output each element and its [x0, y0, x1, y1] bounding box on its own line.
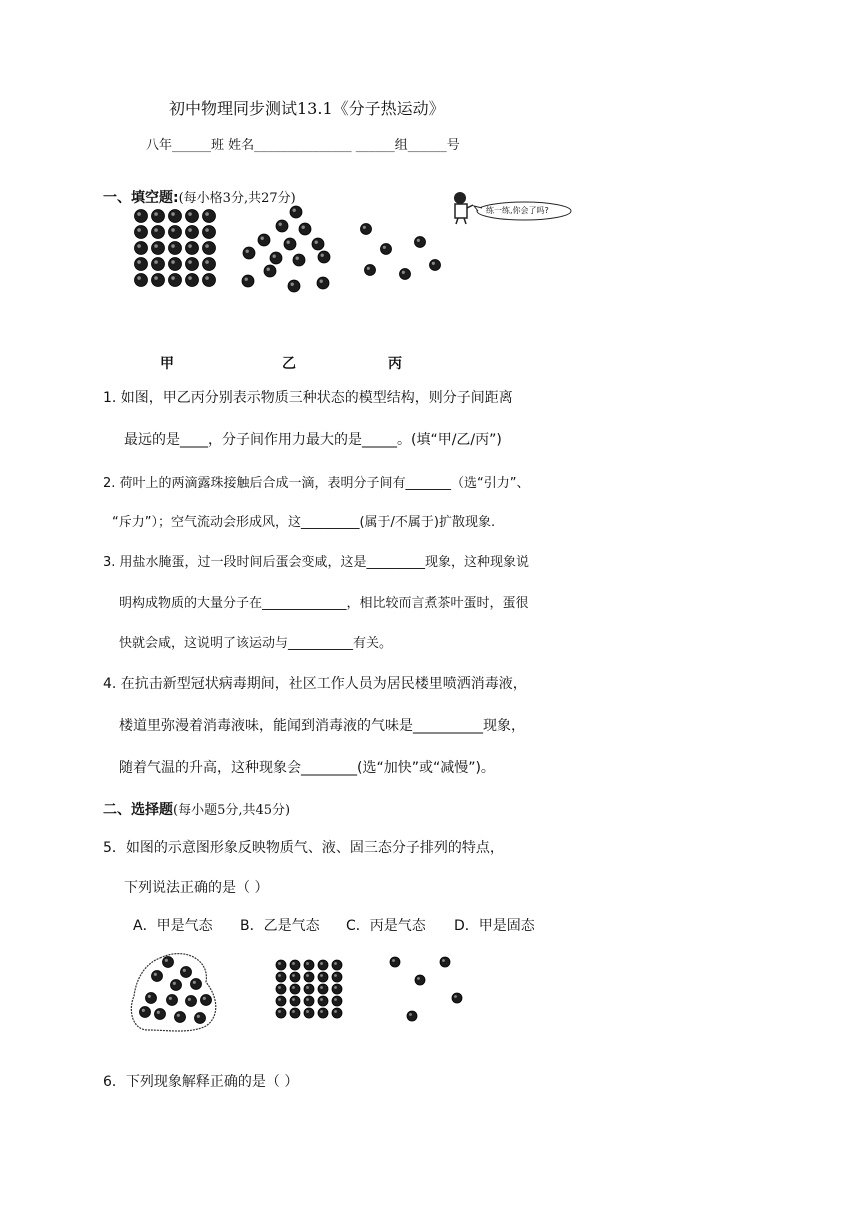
molecule: [390, 957, 400, 967]
molecule: [276, 984, 286, 994]
molecule: [318, 972, 328, 982]
molecule: [304, 996, 314, 1006]
section2-note: (每小题5分,共45分): [173, 803, 291, 818]
molecule: [318, 984, 328, 994]
molecule: [332, 996, 342, 1006]
molecule: [304, 972, 314, 982]
molecule: [440, 957, 450, 967]
question-2-line-2: “斥力”）；空气流动会形成风，这_________(属于/不属于)扩散现象.: [112, 515, 496, 530]
question-5-option-c: C．丙是气态: [346, 918, 426, 934]
question-3-line-1: 3. 用盐水腌蛋，过一段时间后蛋会变咸，这是_________现象，这种现象说: [103, 555, 530, 570]
section2-heading-text: 二、选择题: [103, 802, 173, 818]
molecule: [332, 960, 342, 970]
molecule: [276, 1008, 286, 1018]
label-bing: 丙: [388, 356, 402, 372]
molecule: [146, 993, 157, 1004]
molecule: [167, 995, 178, 1006]
molecule: [290, 984, 300, 994]
molecule: [276, 996, 286, 1006]
molecule: [290, 960, 300, 970]
molecule: [318, 996, 328, 1006]
question-4-line-2: 楼道里弥漫着消毒液味，能闻到消毒液的气味是__________现象，: [119, 718, 525, 734]
question-5-option-d: D．甲是固态: [454, 918, 535, 934]
molecule: [332, 1008, 342, 1018]
molecule: [290, 1008, 300, 1018]
molecule: [318, 960, 328, 970]
question-5-option-a: A．甲是气态: [133, 918, 213, 934]
molecule: [332, 972, 342, 982]
molecule: [332, 984, 342, 994]
molecule: [186, 996, 197, 1007]
molecule: [407, 1011, 417, 1021]
molecule: [191, 979, 202, 990]
question-5-option-b: B．乙是气态: [240, 918, 320, 934]
molecule: [152, 971, 163, 982]
label-jia: 甲: [160, 356, 174, 372]
molecule: [304, 984, 314, 994]
molecule: [290, 996, 300, 1006]
question-5-line-2: 下列说法正确的是（ ）: [124, 880, 269, 896]
section1-heading-text: 一、填空题:: [103, 190, 179, 206]
molecule: [290, 972, 300, 982]
molecule: [195, 1013, 206, 1024]
molecule: [201, 995, 212, 1006]
question-1-line-1: 1. 如图，甲乙丙分别表示物质三种状态的模型结构，则分子间距离: [103, 390, 513, 406]
label-yi: 乙: [282, 356, 296, 372]
question-6: 6．下列现象解释正确的是（ ）: [103, 1074, 299, 1090]
page-title: 初中物理同步测试13.1《分子热运动》: [169, 99, 445, 118]
molecule: [140, 1007, 151, 1018]
molecule: [175, 1012, 186, 1023]
section1-note: (每小格3分,共27分): [178, 191, 296, 206]
question-1-line-2: 最远的是____，分子间作用力最大的是_____。(填“甲/乙/丙”): [124, 432, 502, 448]
student-info-line: 八年______班 姓名_______________ ______组______号: [146, 138, 460, 153]
molecule: [415, 975, 425, 985]
molecule: [181, 967, 192, 978]
question-2-line-1: 2. 荷叶上的两滴露珠接触后合成一滴，表明分子间有_______（选“引力”、: [103, 476, 530, 491]
molecule: [318, 1008, 328, 1018]
molecule: [155, 1009, 166, 1020]
question-3-line-3: 快就会咸，这说明了该运动与__________有关。: [119, 636, 393, 651]
molecule: [304, 1008, 314, 1018]
molecule: [452, 993, 462, 1003]
question-5-line-1: 5．如图的示意图形象反映物质气、液、固三态分子排列的特点，: [103, 840, 504, 856]
molecule: [276, 972, 286, 982]
speech-bubble-text: 练一练,你会了吗?: [486, 206, 549, 215]
question-3-line-2: 明构成物质的大量分子在_____________，相比较而言煮茶叶蛋时，蛋很: [119, 596, 529, 611]
molecule: [304, 960, 314, 970]
question-4-line-3: 随着气温的升高，这种现象会________(选“加快”或“减慢”)。: [119, 760, 495, 776]
question-4-line-1: 4. 在抗击新型冠状病毒期间，社区工作人员为居民楼里喷洒消毒液，: [103, 676, 527, 692]
molecule: [171, 980, 182, 991]
molecule: [276, 960, 286, 970]
molecule: [163, 957, 174, 968]
